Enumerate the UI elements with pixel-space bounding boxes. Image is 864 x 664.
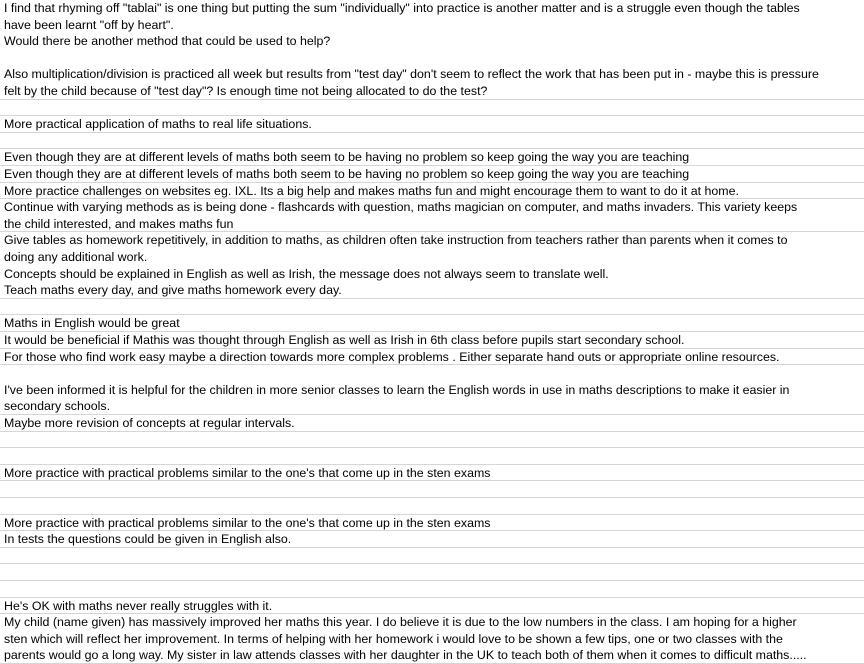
sheet-row[interactable] <box>0 365 864 415</box>
cell-line: It would be beneficial if Mathis was thought through English as well as Irish in 6th class before pupils start secondary school. <box>4 333 685 347</box>
cell-line <box>4 100 860 117</box>
sheet-row[interactable] <box>0 349 864 366</box>
cell-line: More practice with practical problems similar to the one's that come up in the sten exams <box>4 465 491 480</box>
cell-text <box>0 133 864 150</box>
cell-text <box>0 515 864 532</box>
cell-text <box>0 100 864 117</box>
cell-text <box>0 232 864 298</box>
cell-line: Also multiplication/division is practiced all week but results from "test day" don't seem to reflect the work that has been put in - maybe this is pressure <box>4 67 819 82</box>
cell-line: More practice with practical problems similar to the one's that come up in the sten exams <box>4 515 491 530</box>
cell-line: doing any additional work. <box>4 249 148 264</box>
cell-line <box>4 548 860 565</box>
cell-text <box>0 481 864 498</box>
sheet-row[interactable] <box>0 515 864 532</box>
cell-line: Give tables as homework repetitively, in addition to maths, as children often take instruction from teachers rather than parents when it comes to <box>4 233 788 248</box>
cell-line: Maybe more revision of concepts at regular intervals. <box>4 416 295 430</box>
sheet-row[interactable] <box>0 315 864 332</box>
cell-text <box>0 332 864 349</box>
cell-line <box>4 498 860 515</box>
cell-line <box>4 448 860 465</box>
sheet-row[interactable] <box>0 149 864 166</box>
cell-text <box>0 299 864 316</box>
cell-text <box>0 415 864 432</box>
cell-line <box>4 50 860 67</box>
cell-line: felt by the child because of "test day"? Is enough time not being allocated to do the test? <box>4 83 488 98</box>
cell-line: parents would go a long way. My sister in law attends classes with her daughter in the UK to teach both of them when it comes to difficult maths..... <box>4 648 807 663</box>
cell-text <box>0 116 864 133</box>
cell-text <box>0 564 864 581</box>
cell-line <box>4 481 860 498</box>
cell-line: Even though they are at different levels of maths both seem to be having no problem so keep going the way you are teaching <box>4 150 690 165</box>
cell-line: sten which will reflect her improvement. In terms of helping with her homework i would love to be shown a few tips, one or two classes with the <box>4 631 783 646</box>
sheet-row[interactable] <box>0 332 864 349</box>
sheet-row[interactable] <box>0 581 864 598</box>
cell-text <box>0 349 864 366</box>
cell-text <box>0 149 864 166</box>
cell-line: Continue with varying methods as is being done - flashcards with question, maths magician on computer, and maths invaders. This variety keeps <box>4 200 798 215</box>
cell-text <box>0 183 864 200</box>
sheet-row[interactable] <box>0 0 864 100</box>
sheet-row[interactable] <box>0 166 864 183</box>
cell-text <box>0 432 864 449</box>
cell-line <box>4 299 860 316</box>
cell-line <box>4 133 860 150</box>
cell-line: secondary schools. <box>4 399 111 414</box>
cell-line: Even though they are at different levels of maths both seem to be having no problem so keep going the way you are teaching <box>4 167 690 181</box>
sheet-row[interactable] <box>0 614 864 664</box>
sheet-row[interactable] <box>0 498 864 515</box>
cell-line: I find that rhyming off "tablai" is one thing but putting the sum "individually" into practice is another matter and is a struggle even though the tables <box>4 1 800 15</box>
cell-line: In tests the questions could be given in English also. <box>4 532 292 547</box>
sheet-row[interactable] <box>0 133 864 150</box>
cell-line: My child (name given) has massively improved her maths this year. I do believe it is due to the low numbers in the class. I am hoping for a higher <box>4 615 797 630</box>
sheet-row[interactable] <box>0 432 864 449</box>
cell-line: Would there be another method that could be used to help? <box>4 34 331 49</box>
cell-line: the child interested, and makes maths fun <box>4 216 234 231</box>
cell-line: For those who find work easy maybe a direction towards more complex problems . Either separate hand outs or appropriate online resources. <box>4 349 780 364</box>
sheet-row[interactable] <box>0 183 864 200</box>
cell-text <box>0 498 864 515</box>
sheet-row[interactable] <box>0 548 864 565</box>
cell-line <box>4 581 860 598</box>
sheet-row[interactable] <box>0 299 864 316</box>
cell-line: Maths in English would be great <box>4 316 180 331</box>
cell-line <box>4 365 860 382</box>
sheet-row[interactable] <box>0 100 864 117</box>
cell-text <box>0 448 864 465</box>
sheet-row[interactable] <box>0 481 864 498</box>
cell-line: I've been informed it is helpful for the children in more senior classes to learn the English words in use in maths descriptions to make it easier in <box>4 382 790 397</box>
cell-line: Concepts should be explained in English as well as Irish, the message does not always seem to translate well. <box>4 266 609 281</box>
cell-text <box>0 581 864 598</box>
sheet-row[interactable] <box>0 232 864 298</box>
cell-line <box>4 564 860 581</box>
sheet-row[interactable] <box>0 598 864 615</box>
cell-line <box>4 432 860 449</box>
cell-text <box>0 0 864 100</box>
cell-text <box>0 465 864 482</box>
cell-text <box>0 315 864 332</box>
cell-text <box>0 598 864 615</box>
sheet-row[interactable] <box>0 199 864 232</box>
cell-line: More practical application of maths to real life situations. <box>4 117 312 132</box>
sheet-row[interactable] <box>0 531 864 548</box>
sheet-row[interactable] <box>0 116 864 133</box>
cell-text <box>0 166 864 183</box>
cell-line: More practice challenges on websites eg. IXL. Its a big help and makes maths fun and might encourage them to want to do it at home. <box>4 183 739 198</box>
cell-line: Teach maths every day, and give maths homework every day. <box>4 283 342 298</box>
sheet-row[interactable] <box>0 564 864 581</box>
cell-text <box>0 199 864 232</box>
cell-line: have been learnt "off by heart". <box>4 17 174 32</box>
sheet-row[interactable] <box>0 448 864 465</box>
cell-line: He's OK with maths never really struggles with it. <box>4 598 273 613</box>
cell-text <box>0 614 864 664</box>
cell-text <box>0 531 864 548</box>
cell-text <box>0 548 864 565</box>
sheet-row[interactable] <box>0 465 864 482</box>
sheet-row[interactable] <box>0 415 864 432</box>
cell-text <box>0 365 864 415</box>
